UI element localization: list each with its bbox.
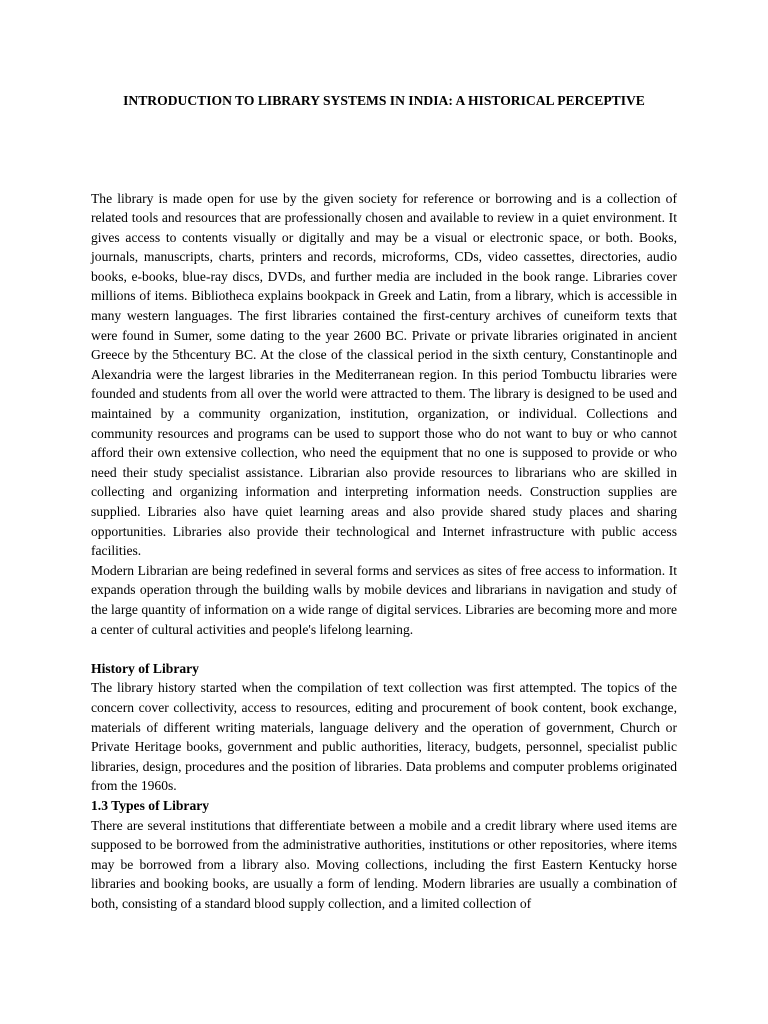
document-body bbox=[91, 189, 677, 914]
history-heading: History of Library bbox=[91, 660, 199, 676]
history-paragraph: The library history started when the compilation of text collection was first attempted. The topics of the concern cover collectivity, access to resources, editing and procurement of book content, book exchange, materials of different writing materials, language delivery and the operation of government, Church or Private Heritage books, government and public authorities, literacy, budgets, personnel, specialist public libraries, design, procedures and the position of libraries. Data problems and computer problems originated from the 1960s. bbox=[91, 680, 677, 794]
document-title: INTRODUCTION TO LIBRARY SYSTEMS IN INDIA: A HISTORICAL PERCEPTIVE bbox=[123, 93, 645, 108]
types-paragraph: There are several institutions that differentiate between a mobile and a credit library where used items are supposed to be borrowed from the administrative authorities, institutions or other repositories, where items may be borrowed from a library also. Moving collections, including the first Eastern Kentucky horse libraries and booking books, are usually a form of lending. Modern libraries are usually a combination of both, consisting of a standard blood supply collection, and a limited collection of bbox=[91, 817, 677, 911]
modern-librarian-paragraph: Modern Librarian are being redefined in several forms and services as sites of free access to information. It expands operation through the building walls by mobile devices and librarians in navigation and study of the large quantity of information on a wide range of digital services. Libraries are becoming more and more a center of cultural activities and people's lifelong learning. bbox=[91, 562, 677, 637]
paragraph-spacer bbox=[91, 639, 677, 659]
types-heading: 1.3 Types of Library bbox=[91, 797, 210, 813]
intro-paragraph: The library is made open for use by the given society for reference or borrowing and is a collection of related tools and resources that are professionally chosen and available to review in a quiet environment. It gives access to contents visually or digitally and may be a visual or electronic space, or both. Books, journals, manuscripts, charts, printers and records, microforms, CDs, video cassettes, directories, audio books, e-books, blue-ray discs, DVDs, and further media are included in the book range. Libraries cover millions of items. Bibliotheca explains bookpack in Greek and Latin, from a library, which is accessible in many western languages. The first libraries contained the first-century archives of cuneiform texts that were found in Sumer, some dating to the year 2600 BC. Private or private libraries originated in ancient Greece by the 5thcentury BC. At the close of the classical period in the sixth century, Constantinople and Alexandria were the largest libraries in the Mediterranean region. In this period Tombuctu libraries were founded and students from all over the world were attracted to them. The library is designed to be used and maintained by a community organization, institution, organization, or individual. Collections and community resources and programs can be used to support those who do not want to buy or who cannot afford their own extensive collection, who need the equipment that no one is supposed to provide or who need their study specialist assistance. Librarian also provide resources to librarians who are skilled in collecting and organizing information and interpreting information needs. Construction supplies are supplied. Libraries also have quiet learning areas and also provide shared study places and sharing opportunities. Libraries also provide their technological and Internet infrastructure with public access facilities. bbox=[91, 190, 677, 559]
